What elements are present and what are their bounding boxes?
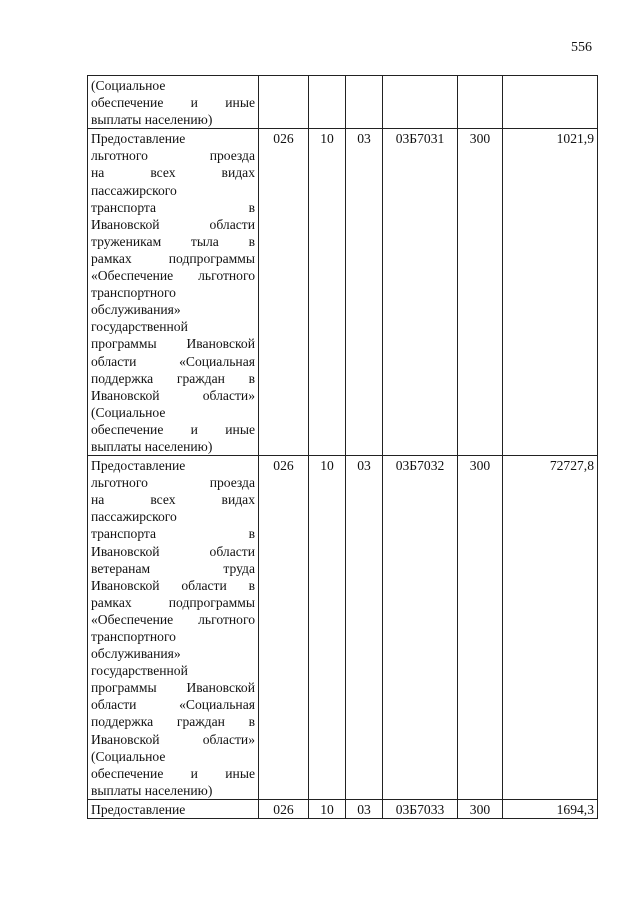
expense-name-line: «Обеспечение льготного xyxy=(91,611,255,627)
ministry-code-cell: 026 xyxy=(259,456,309,800)
table-row xyxy=(88,129,598,456)
expense-type-cell: 300 xyxy=(458,129,503,456)
expense-name-line: труженикам тыла в xyxy=(91,233,255,249)
expense-name-line: Предоставление xyxy=(91,131,186,147)
expense-name-line: рамках подпрограммы xyxy=(91,250,255,266)
expense-name-line: Ивановской области» xyxy=(91,731,255,747)
table-row xyxy=(88,799,598,818)
expense-name-line: обслуживания» xyxy=(91,302,181,318)
expense-name-line: области «Социальная xyxy=(91,697,255,713)
expense-name-line: на всех видах xyxy=(91,492,255,508)
target-article-cell: 03Б7032 xyxy=(383,456,458,800)
expense-name-line: Ивановской области» xyxy=(91,387,255,403)
page-number: 556 xyxy=(571,40,592,55)
expense-type-cell: 300 xyxy=(458,456,503,800)
expense-name-line: программы Ивановской xyxy=(91,680,255,696)
expense-name-line: Ивановской области xyxy=(91,216,255,232)
expense-name-line: «Обеспечение льготного xyxy=(91,268,255,284)
expense-name-line: государственной xyxy=(91,319,188,335)
amount-cell: 1021,9 xyxy=(503,129,598,456)
expense-name-line: пассажирского xyxy=(91,509,177,525)
subsection-code-cell: 03 xyxy=(346,799,383,818)
expense-name-cell xyxy=(88,129,259,456)
budget-table-body xyxy=(88,76,598,819)
expense-name-line: выплаты населению) xyxy=(91,438,213,454)
expense-name-line: (Социальное xyxy=(91,748,166,764)
expense-name-line: транспортного xyxy=(91,629,176,644)
expense-name-cell xyxy=(88,76,259,129)
expense-name-line: поддержка граждан в xyxy=(91,714,255,730)
expense-name-line: Предоставление xyxy=(91,458,186,474)
ministry-code-cell: 026 xyxy=(259,129,309,456)
expense-name-line: пассажирского xyxy=(91,182,177,198)
target-article-cell: 03Б7033 xyxy=(383,799,458,818)
expense-name-line: выплаты населению) xyxy=(91,782,213,798)
expense-name-line: транспорта в xyxy=(91,526,255,542)
ministry-code-cell: 026 xyxy=(259,799,309,818)
subsection-code-cell: 03 xyxy=(346,129,383,456)
expense-name-line: выплаты населению) xyxy=(91,112,213,128)
target-article-cell xyxy=(383,76,458,129)
amount-cell xyxy=(503,76,598,129)
expense-name-line: льготного проезда xyxy=(91,475,255,491)
expense-name-line: на всех видах xyxy=(91,165,255,181)
expense-name-line: транспортного xyxy=(91,285,176,301)
expense-name-line: ветеранам труда xyxy=(91,560,255,576)
expense-type-cell xyxy=(458,76,503,129)
expense-name-line: обеспечение и иные xyxy=(91,765,255,781)
budget-table xyxy=(87,75,598,819)
expense-name-cell xyxy=(88,799,259,818)
expense-name-cell xyxy=(88,456,259,800)
section-code-cell xyxy=(309,76,346,129)
expense-name-line: обеспечение и иные xyxy=(91,421,255,437)
ministry-code-cell xyxy=(259,76,309,129)
expense-name-line: обеспечение и иные xyxy=(91,95,255,111)
table-row xyxy=(88,456,598,800)
expense-name-line: государственной xyxy=(91,663,188,679)
expense-name-line: рамках подпрограммы xyxy=(91,594,255,610)
expense-name-line: области «Социальная xyxy=(91,353,255,369)
expense-name-line: обслуживания» xyxy=(91,646,181,662)
expense-name-line: программы Ивановской xyxy=(91,336,255,352)
expense-name-line: транспорта в xyxy=(91,199,255,215)
target-article-cell: 03Б7031 xyxy=(383,129,458,456)
subsection-code-cell xyxy=(346,76,383,129)
expense-name-line: льготного проезда xyxy=(91,148,255,164)
amount-cell: 1694,3 xyxy=(503,799,598,818)
expense-name-line: Предоставление xyxy=(91,801,186,817)
expense-type-cell: 300 xyxy=(458,799,503,818)
section-code-cell: 10 xyxy=(309,799,346,818)
expense-name-line: (Социальное xyxy=(91,404,166,420)
section-code-cell: 10 xyxy=(309,129,346,456)
expense-name-line: (Социальное xyxy=(91,78,166,93)
section-code-cell: 10 xyxy=(309,456,346,800)
expense-name-line: Ивановской области в xyxy=(91,577,255,593)
table-row xyxy=(88,76,598,129)
subsection-code-cell: 03 xyxy=(346,456,383,800)
expense-name-line: поддержка граждан в xyxy=(91,370,255,386)
expense-name-line: Ивановской области xyxy=(91,543,255,559)
amount-cell: 72727,8 xyxy=(503,456,598,800)
